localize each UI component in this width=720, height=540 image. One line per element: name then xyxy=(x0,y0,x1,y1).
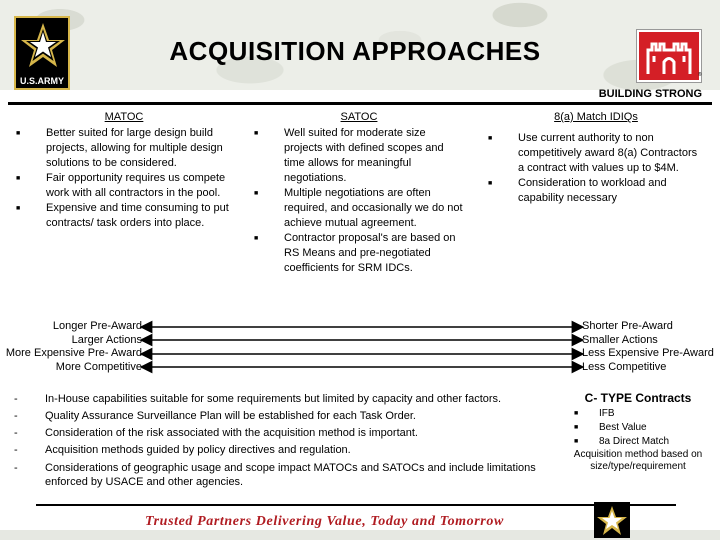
satoc-bullet-list xyxy=(254,126,464,276)
footer-tagline: Trusted Partners Delivering Value, Today and Tomorrow xyxy=(145,514,504,529)
comparison-label: Shorter Pre-Award xyxy=(582,320,673,332)
list-item xyxy=(488,131,704,176)
dash-bullet: - xyxy=(14,444,18,456)
building-strong-tagline: BUILDING STRONG xyxy=(598,88,702,100)
bullet-text: Fair opportunity requires us compete work with all contractors in the pool. xyxy=(46,172,226,199)
army-star-icon xyxy=(20,20,66,70)
dash-bullet: - xyxy=(14,427,18,439)
satoc-title: SATOC xyxy=(340,111,378,123)
comparison-left-labels xyxy=(6,320,142,374)
consideration-text: Quality Assurance Surveillance Plan will be established for each Task Order. xyxy=(45,410,416,422)
castle-icon xyxy=(644,36,694,76)
c-type-item-text: 8a Direct Match xyxy=(599,436,670,447)
dash-bullet: - xyxy=(14,462,18,474)
list-item xyxy=(14,461,554,489)
army-logo-text: U.S.ARMY xyxy=(16,74,68,88)
bullet-icon: ■ xyxy=(16,175,21,182)
consideration-text: Consideration of the risk associated with the acquisition method is important. xyxy=(45,427,418,439)
list-item xyxy=(16,126,232,171)
bullet-icon: ■ xyxy=(574,410,579,417)
header-divider xyxy=(8,102,712,105)
page-title: ACQUISITION APPROACHES xyxy=(169,36,541,66)
list-item xyxy=(14,442,554,459)
dash-bullet: - xyxy=(14,410,18,422)
footer-divider xyxy=(36,504,676,506)
list-item xyxy=(16,201,232,231)
bullet-text: Well suited for moderate size projects with defined scopes and time allows for meaningful negotiations. xyxy=(284,127,444,184)
usace-castle-logo xyxy=(637,30,701,82)
consideration-text: Considerations of geographic usage and scope impact MATOCs and SATOCs and include limitations enforced by USACE and other agencies. xyxy=(45,462,536,488)
consideration-text: Acquisition methods guided by policy directives and regulation. xyxy=(45,444,351,456)
bullet-icon: ■ xyxy=(254,235,259,242)
list-item xyxy=(14,408,554,425)
list-item xyxy=(568,407,708,421)
army-star-badge-icon xyxy=(592,498,632,540)
satoc-column xyxy=(254,110,464,276)
list-item xyxy=(14,425,554,442)
list-item xyxy=(254,126,464,186)
comparison-label: More Competitive xyxy=(55,360,142,373)
comparison-label: Larger Actions xyxy=(71,333,142,346)
bullet-icon: ■ xyxy=(16,130,21,137)
bullet-text: Consideration to workload and capability necessary xyxy=(518,177,667,204)
list-item xyxy=(16,171,232,201)
8a-match-column xyxy=(488,110,704,206)
list-item xyxy=(568,421,708,435)
c-type-item-text: IFB xyxy=(599,408,615,419)
list-item xyxy=(254,186,464,231)
consideration-text: In-House capabilities suitable for some requirements but limited by capacity and other factors. xyxy=(45,393,502,405)
bullet-icon: ■ xyxy=(254,130,259,137)
bullet-icon: ■ xyxy=(488,180,493,187)
bullet-text: Use current authority to non competitively award 8(a) Contractors a contract with values up to $4M. xyxy=(518,132,698,174)
bullet-text: Contractor proposal's are based on RS Means and pre-negotiated coefficients for SRM IDCs. xyxy=(284,232,456,274)
bullet-icon: ■ xyxy=(254,190,259,197)
8a-bullet-list xyxy=(488,131,704,206)
comparison-label: Longer Pre-Award xyxy=(52,320,142,332)
list-item xyxy=(568,435,708,449)
comparison-label: More Expensive Pre- Award xyxy=(5,347,142,359)
bullet-icon: ■ xyxy=(574,424,579,431)
bullet-icon: ■ xyxy=(16,205,21,212)
bullet-text: Better suited for large design build projects, allowing for multiple design solutions to be considered. xyxy=(46,127,223,169)
matoc-column xyxy=(16,110,232,231)
8a-match-title: 8(a) Match IDIQs xyxy=(554,111,638,123)
bullet-text: Expensive and time consuming to put contracts/ task orders into place. xyxy=(46,202,229,229)
c-type-title: C- TYPE Contracts xyxy=(584,391,692,405)
bullet-text: Multiple negotiations are often required, and occasionally we do not achieve mutual agreement. xyxy=(284,187,463,229)
comparison-right-labels xyxy=(582,320,714,374)
header xyxy=(0,0,720,104)
comparison-label: Smaller Actions xyxy=(582,333,658,346)
matoc-title: MATOC xyxy=(104,111,144,123)
army-logo xyxy=(14,16,70,90)
dash-bullet: - xyxy=(14,393,18,405)
list-item xyxy=(488,176,704,206)
registered-mark: ® xyxy=(698,72,702,78)
considerations-list xyxy=(14,391,554,489)
bullet-icon: ■ xyxy=(488,135,493,142)
c-type-contracts-box xyxy=(568,391,708,473)
list-item xyxy=(14,391,554,408)
c-type-note: Acquisition method based on size/type/requirement xyxy=(573,449,703,472)
comparison-label: Less Competitive xyxy=(582,360,667,373)
matoc-bullet-list xyxy=(16,126,232,231)
list-item xyxy=(254,231,464,276)
c-type-item-text: Best Value xyxy=(599,422,647,433)
bullet-icon: ■ xyxy=(574,438,579,445)
comparison-label: Less Expensive Pre-Award xyxy=(582,347,714,359)
